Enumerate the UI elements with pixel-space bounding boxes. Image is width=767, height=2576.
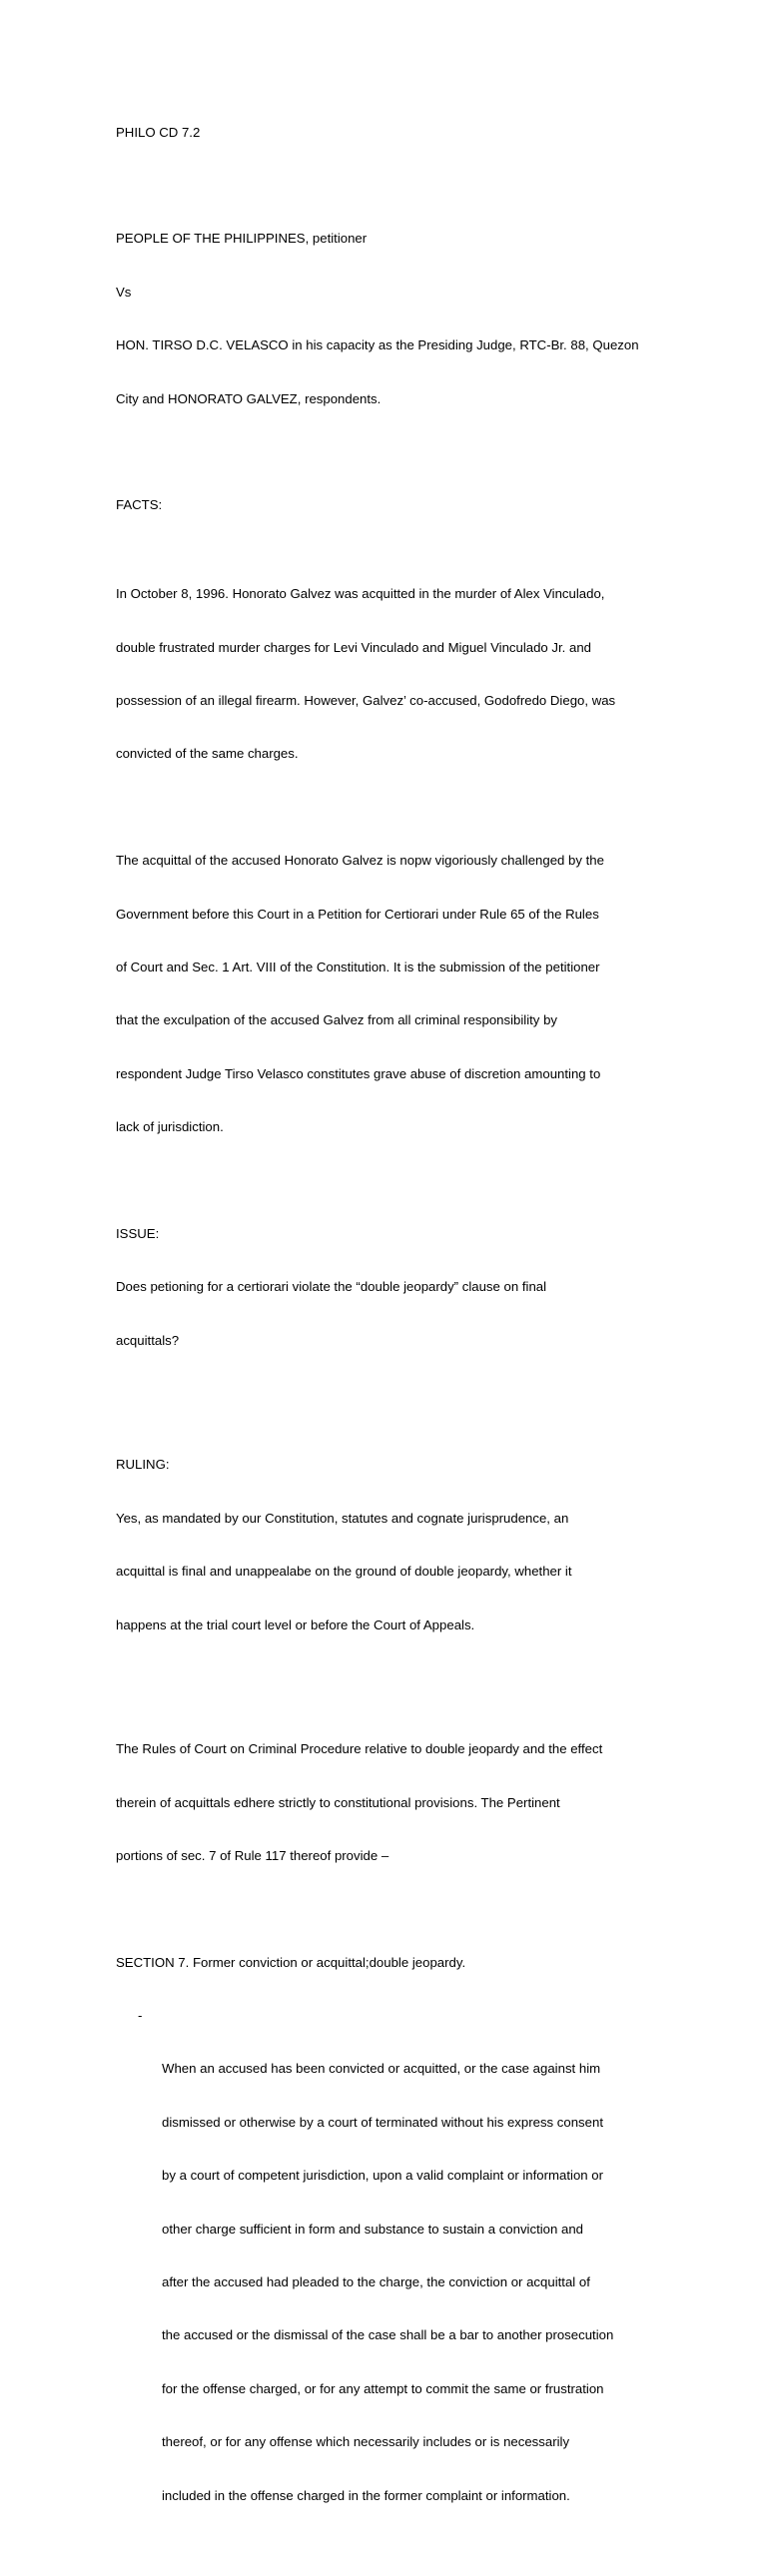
facts-p1-line: convicted of the same charges. (116, 746, 299, 762)
ruling-p1-line: acquittal is final and unappealabe on the ground of double jeopardy, whether it (116, 1564, 572, 1580)
section-7-heading: SECTION 7. Former conviction or acquittal;double jeopardy. (116, 1954, 466, 1970)
ruling-p2-line: The Rules of Court on Criminal Procedure relative to double jeopardy and the effect (116, 1741, 603, 1757)
ruling-section (116, 1421, 667, 1669)
ruling-p2-line: portions of sec. 7 of Rule 117 thereof provide – (116, 1847, 389, 1863)
versus-line: Vs (116, 284, 132, 300)
facts-paragraph-2 (116, 817, 667, 1172)
section-7-line: for the offense charged, or for any attempt to commit the same or frustration (162, 2380, 604, 2396)
facts-p1-line: double frustrated murder charges for Levi Vinculado and Miguel Vinculado Jr. and (116, 639, 592, 655)
facts-p2-line: that the exculpation of the accused Galvez from all criminal responsibility by (116, 1012, 557, 1028)
section-7-line: thereof, or for any offense which necessarily includes or is necessarily (162, 2434, 570, 2450)
facts-p2-line: Government before this Court in a Petition for Certiorari under Rule 65 of the Rules (116, 906, 599, 922)
ruling-paragraph-2 (116, 1705, 667, 1901)
section-7-bullet-item (116, 2007, 667, 2540)
issue-heading: ISSUE: (116, 1226, 160, 1241)
facts-p2-line: lack of jurisdiction. (116, 1119, 224, 1135)
respondent-line-1: HON. TIRSO D.C. VELASCO in his capacity as the Presiding Judge, RTC-Br. 88, Quezon (116, 337, 639, 353)
facts-p2-line: The acquittal of the accused Honorato Galvez is nopw vigoriously challenged by the (116, 853, 604, 869)
case-parties (116, 195, 667, 443)
title-text: PHILO CD 7.2 (116, 124, 201, 140)
facts-heading: FACTS: (116, 497, 163, 513)
document-title (116, 88, 667, 177)
facts-p1-line: In October 8, 1996. Honorato Galvez was acquitted in the murder of Alex Vinculado, (116, 586, 605, 602)
dash-bullet-icon: - (138, 2008, 143, 2024)
ruling-p1-line: happens at the trial court level or before the Court of Appeals. (116, 1616, 475, 1632)
issue-line: Does petioning for a certiorari violate the “double jeopardy” clause on final (116, 1279, 547, 1295)
section-7-line: by a court of competent jurisdiction, upon a valid complaint or information or (162, 2168, 604, 2184)
section-7-line: When an accused has been convicted or acquitted, or the case against him (162, 2061, 601, 2077)
facts-paragraph-1 (116, 550, 667, 799)
section-7-line: included in the offense charged in the former complaint or information. (162, 2487, 570, 2503)
section-7 (116, 1918, 667, 2575)
facts-p1-line: possession of an illegal firearm. However, Galvez’ co-accused, Godofredo Diego, was (116, 693, 616, 709)
petitioner-line: PEOPLE OF THE PHILIPPINES, petitioner (116, 231, 368, 247)
section-7-line: after the accused had pleaded to the charge, the conviction or acquittal of (162, 2274, 590, 2290)
ruling-p1-line: Yes, as mandated by our Constitution, statutes and cognate jurisprudence, an (116, 1510, 569, 1526)
facts-p2-line: respondent Judge Tirso Velasco constitutes grave abuse of discretion amounting to (116, 1065, 601, 1081)
issue-line: acquittals? (116, 1332, 180, 1348)
facts-section (116, 461, 667, 550)
ruling-heading: RULING: (116, 1457, 170, 1473)
section-7-line: other charge sufficient in form and substance to sustain a conviction and (162, 2221, 584, 2237)
section-7-line: dismissed or otherwise by a court of terminated without his express consent (162, 2114, 603, 2130)
section-7-line: the accused or the dismissal of the case shall be a bar to another prosecution (162, 2327, 614, 2343)
facts-p2-line: of Court and Sec. 1 Art. VIII of the Constitution. It is the submission of the petitioner (116, 960, 600, 975)
respondent-line-2: City and HONORATO GALVEZ, respondents. (116, 390, 382, 406)
ruling-p2-line: therein of acquittals edhere strictly to constitutional provisions. The Pertinent (116, 1794, 560, 1810)
issue-section (116, 1189, 667, 1385)
